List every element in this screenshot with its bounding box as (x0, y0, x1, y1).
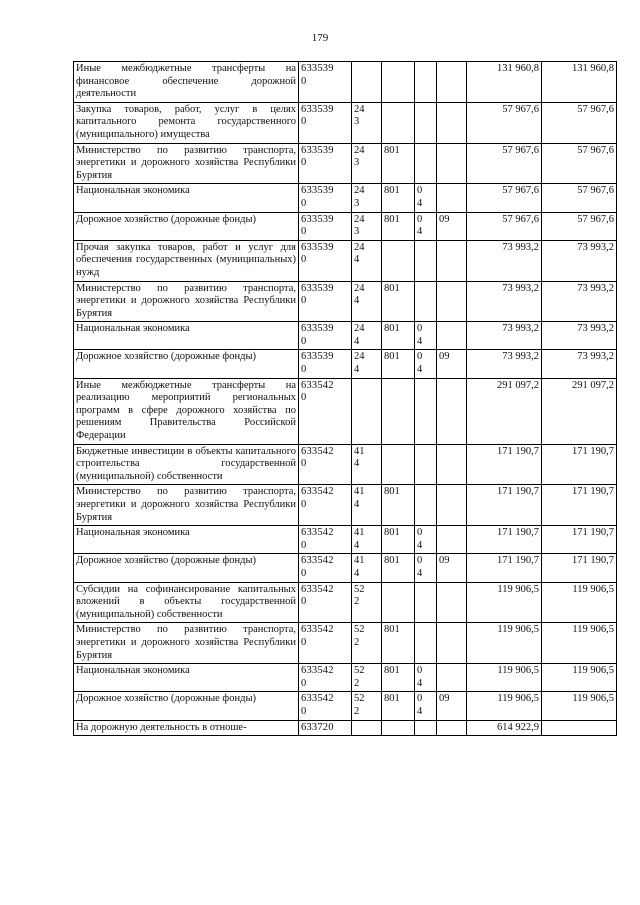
amount-cell-1: 119 906,5 (467, 582, 542, 623)
target-code-cell-line: 633542 (301, 445, 334, 457)
target-code-cell-line: 0 (301, 636, 307, 648)
table-row (74, 485, 617, 526)
section-code-cell (415, 143, 437, 184)
amount-cell-2: 73 993,2 (542, 322, 617, 350)
section-code-cell-line: 0 (417, 185, 423, 197)
row-name-cell: Бюджетные инвестиции в объекты капитального строительства государственной (муниципальной) собственности (74, 444, 299, 485)
subsection-code-cell (437, 485, 467, 526)
target-code-cell-line: 633539 (301, 185, 334, 197)
target-code-cell-line: 633539 (301, 213, 334, 225)
target-code-cell-line: 0 (301, 677, 307, 689)
expense-type-cell-line: 3 (354, 116, 360, 128)
target-code-cell-line: 633542 (301, 555, 334, 567)
target-code-cell-line: 633720 (301, 721, 334, 733)
subsection-code-cell (437, 240, 467, 281)
section-code-cell (415, 62, 437, 103)
section-code-cell (415, 378, 437, 444)
section-code-cell-line: 0 (417, 351, 423, 363)
ministry-code-cell: 801 (382, 212, 415, 240)
ministry-code-cell: 801 (382, 322, 415, 350)
ministry-code-cell: 801 (382, 281, 415, 322)
target-code-cell (299, 623, 352, 664)
expense-type-cell-line: 52 (354, 693, 365, 705)
section-code-cell (415, 526, 437, 554)
expense-type-cell (352, 281, 382, 322)
table-row (74, 444, 617, 485)
ministry-code-cell (382, 444, 415, 485)
ministry-code-cell: 801 (382, 664, 415, 692)
amount-cell-1: 119 906,5 (467, 664, 542, 692)
expense-type-cell-line: 3 (354, 197, 360, 209)
ministry-code-cell: 801 (382, 526, 415, 554)
section-code-cell-line: 4 (417, 364, 423, 376)
row-name-cell: Национальная экономика (74, 184, 299, 212)
amount-cell-1: 73 993,2 (467, 281, 542, 322)
expense-type-cell (352, 720, 382, 736)
section-code-cell (415, 212, 437, 240)
target-code-cell-line: 0 (301, 226, 307, 238)
expense-type-cell-line: 4 (354, 539, 360, 551)
row-name-cell: Дорожное хозяйство (дорожные фонды) (74, 212, 299, 240)
table-row (74, 623, 617, 664)
expense-type-cell (352, 664, 382, 692)
amount-cell-1: 73 993,2 (467, 350, 542, 378)
ministry-code-cell: 801 (382, 143, 415, 184)
target-code-cell-line: 0 (301, 596, 307, 608)
expense-type-cell-line: 52 (354, 665, 365, 677)
amount-cell-1: 57 967,6 (467, 212, 542, 240)
expense-type-cell-line: 52 (354, 624, 365, 636)
expense-type-cell (352, 378, 382, 444)
expense-type-cell-line: 24 (354, 282, 365, 294)
amount-cell-1: 57 967,6 (467, 143, 542, 184)
amount-cell-2: 131 960,8 (542, 62, 617, 103)
table-row (74, 281, 617, 322)
amount-cell-2: 171 190,7 (542, 526, 617, 554)
expense-type-cell-line: 3 (354, 157, 360, 169)
amount-cell-1: 131 960,8 (467, 62, 542, 103)
target-code-cell (299, 102, 352, 143)
table-row (74, 184, 617, 212)
target-code-cell-line: 0 (301, 364, 307, 376)
amount-cell-2: 119 906,5 (542, 692, 617, 720)
amount-cell-1: 119 906,5 (467, 692, 542, 720)
target-code-cell-line: 633539 (301, 241, 334, 253)
expense-type-cell (352, 692, 382, 720)
amount-cell-2: 119 906,5 (542, 664, 617, 692)
section-code-cell (415, 350, 437, 378)
expense-type-cell (352, 322, 382, 350)
amount-cell-2: 57 967,6 (542, 212, 617, 240)
ministry-code-cell (382, 582, 415, 623)
amount-cell-2: 119 906,5 (542, 623, 617, 664)
amount-cell-1: 57 967,6 (467, 184, 542, 212)
target-code-cell (299, 664, 352, 692)
ministry-code-cell: 801 (382, 184, 415, 212)
amount-cell-1: 119 906,5 (467, 623, 542, 664)
ministry-code-cell: 801 (382, 554, 415, 582)
target-code-cell-line: 633542 (301, 693, 334, 705)
subsection-code-cell (437, 582, 467, 623)
expense-type-cell-line: 2 (354, 636, 360, 648)
amount-cell-2: 73 993,2 (542, 281, 617, 322)
ministry-code-cell (382, 62, 415, 103)
expense-type-cell (352, 184, 382, 212)
expense-type-cell-line: 41 (354, 527, 365, 539)
expense-type-cell (352, 350, 382, 378)
section-code-cell-line: 0 (417, 693, 423, 705)
section-code-cell-line: 0 (417, 527, 423, 539)
ministry-code-cell: 801 (382, 485, 415, 526)
subsection-code-cell (437, 444, 467, 485)
target-code-cell (299, 554, 352, 582)
expense-type-cell-line: 2 (354, 596, 360, 608)
expense-type-cell-line: 24 (354, 144, 365, 156)
expense-type-cell-line: 4 (354, 335, 360, 347)
ministry-code-cell: 801 (382, 623, 415, 664)
expense-type-cell-line: 4 (354, 295, 360, 307)
section-code-cell (415, 184, 437, 212)
expense-type-cell-line: 24 (354, 241, 365, 253)
target-code-cell-line: 0 (301, 157, 307, 169)
section-code-cell (415, 692, 437, 720)
subsection-code-cell (437, 526, 467, 554)
expense-type-cell-line: 4 (354, 458, 360, 470)
row-name-cell: Субсидии на софинансирование капитальных вложений в объекты государственной (муниципальной) собственности (74, 582, 299, 623)
expense-type-cell (352, 62, 382, 103)
expense-type-cell-line: 4 (354, 364, 360, 376)
expense-type-cell (352, 485, 382, 526)
expense-type-cell (352, 240, 382, 281)
ministry-code-cell (382, 720, 415, 736)
row-name-cell: Прочая закупка товаров, работ и услуг для обеспечения государственных (муниципальных) нужд (74, 240, 299, 281)
table-row (74, 350, 617, 378)
section-code-cell-line: 4 (417, 677, 423, 689)
subsection-code-cell: 09 (437, 692, 467, 720)
expense-type-cell-line: 24 (354, 185, 365, 197)
target-code-cell-line: 633539 (301, 144, 334, 156)
expense-type-cell-line: 41 (354, 445, 365, 457)
subsection-code-cell: 09 (437, 350, 467, 378)
table-row (74, 102, 617, 143)
target-code-cell (299, 281, 352, 322)
page-number: 179 (311, 32, 329, 44)
subsection-code-cell (437, 62, 467, 103)
expense-type-cell-line: 2 (354, 705, 360, 717)
section-code-cell-line: 4 (417, 335, 423, 347)
target-code-cell-line: 0 (301, 499, 307, 510)
target-code-cell-line: 633542 (301, 624, 334, 636)
section-code-cell (415, 322, 437, 350)
target-code-cell-line: 0 (301, 458, 307, 470)
row-name-cell: Национальная экономика (74, 526, 299, 554)
target-code-cell-line: 633542 (301, 379, 334, 391)
target-code-cell-line: 633542 (301, 527, 334, 539)
amount-cell-2: 73 993,2 (542, 350, 617, 378)
row-name-cell: Иные межбюджетные трансферты на финансовое обеспечение дорожной деятельности (74, 62, 299, 103)
section-code-cell (415, 623, 437, 664)
amount-cell-1: 73 993,2 (467, 322, 542, 350)
target-code-cell-line: 633539 (301, 103, 334, 115)
amount-cell-2: 57 967,6 (542, 102, 617, 143)
target-code-cell-line: 0 (301, 539, 307, 551)
amount-cell-2 (542, 720, 617, 736)
table-row (74, 322, 617, 350)
amount-cell-2: 171 190,7 (542, 485, 617, 526)
ministry-code-cell: 801 (382, 692, 415, 720)
expense-type-cell-line: 52 (354, 583, 365, 595)
expense-type-cell (352, 623, 382, 664)
section-code-cell (415, 485, 437, 526)
amount-cell-1: 57 967,6 (467, 102, 542, 143)
amount-cell-2: 57 967,6 (542, 184, 617, 212)
target-code-cell-line: 0 (301, 116, 307, 128)
target-code-cell-line: 633542 (301, 583, 334, 595)
subsection-code-cell (437, 322, 467, 350)
amount-cell-2: 291 097,2 (542, 378, 617, 444)
amount-cell-2: 57 967,6 (542, 143, 617, 184)
subsection-code-cell (437, 143, 467, 184)
ministry-code-cell (382, 102, 415, 143)
table-row (74, 720, 617, 736)
expense-type-cell (352, 444, 382, 485)
amount-cell-1: 171 190,7 (467, 485, 542, 526)
amount-cell-1: 73 993,2 (467, 240, 542, 281)
section-code-cell (415, 240, 437, 281)
target-code-cell (299, 143, 352, 184)
target-code-cell (299, 62, 352, 103)
amount-cell-1: 291 097,2 (467, 378, 542, 444)
target-code-cell (299, 720, 352, 736)
section-code-cell (415, 102, 437, 143)
subsection-code-cell (437, 102, 467, 143)
row-name-cell: На дорожную деятельность в отноше- (74, 720, 299, 736)
target-code-cell-line: 0 (301, 392, 307, 404)
target-code-cell-line: 0 (301, 705, 307, 717)
expense-type-cell (352, 212, 382, 240)
row-name-cell: Дорожное хозяйство (дорожные фонды) (74, 350, 299, 378)
subsection-code-cell (437, 281, 467, 322)
row-name-cell: Закупка товаров, работ, услуг в целях капитального ремонта государственного (муниципального) имущества (74, 102, 299, 143)
section-code-cell-line: 4 (417, 226, 423, 238)
expense-type-cell-line: 24 (354, 351, 365, 363)
expense-type-cell-line: 24 (354, 103, 365, 115)
expense-type-cell-line: 24 (354, 213, 365, 225)
target-code-cell (299, 212, 352, 240)
expense-type-cell (352, 143, 382, 184)
section-code-cell-line: 0 (417, 213, 423, 225)
expense-type-cell-line: 4 (354, 499, 360, 510)
row-name-cell: Дорожное хозяйство (дорожные фонды) (74, 554, 299, 582)
row-name-cell: Министерство по развитию транспорта, энергетики и дорожного хозяйства Республики Бурятия (74, 623, 299, 664)
amount-cell-1: 171 190,7 (467, 554, 542, 582)
section-code-cell-line: 0 (417, 665, 423, 677)
ministry-code-cell (382, 240, 415, 281)
subsection-code-cell: 09 (437, 212, 467, 240)
amount-cell-2: 73 993,2 (542, 240, 617, 281)
target-code-cell-line: 0 (301, 75, 307, 87)
target-code-cell (299, 322, 352, 350)
target-code-cell (299, 378, 352, 444)
expense-type-cell (352, 102, 382, 143)
table-row (74, 526, 617, 554)
subsection-code-cell: 09 (437, 554, 467, 582)
budget-table-body (74, 62, 617, 736)
expense-type-cell (352, 526, 382, 554)
target-code-cell-line: 0 (301, 295, 307, 307)
amount-cell-1: 171 190,7 (467, 526, 542, 554)
target-code-cell-line: 0 (301, 567, 307, 579)
ministry-code-cell (382, 378, 415, 444)
section-code-cell (415, 281, 437, 322)
table-row (74, 582, 617, 623)
target-code-cell (299, 526, 352, 554)
section-code-cell (415, 720, 437, 736)
expense-type-cell-line: 4 (354, 567, 360, 579)
table-row (74, 143, 617, 184)
ministry-code-cell: 801 (382, 350, 415, 378)
expense-type-cell (352, 582, 382, 623)
row-name-cell: Национальная экономика (74, 664, 299, 692)
section-code-cell-line: 0 (417, 555, 423, 567)
expense-type-cell-line: 4 (354, 254, 360, 266)
row-name-cell: Министерство по развитию транспорта, энергетики и дорожного хозяйства Республики Бурятия (74, 485, 299, 526)
table-row (74, 212, 617, 240)
row-name-cell: Национальная экономика (74, 322, 299, 350)
budget-table (73, 61, 617, 736)
target-code-cell-line: 0 (301, 335, 307, 347)
amount-cell-1: 614 922,9 (467, 720, 542, 736)
target-code-cell (299, 184, 352, 212)
section-code-cell-line: 0 (417, 323, 423, 335)
target-code-cell-line: 633539 (301, 63, 334, 74)
table-row (74, 692, 617, 720)
table-row (74, 62, 617, 103)
section-code-cell (415, 444, 437, 485)
target-code-cell-line: 0 (301, 197, 307, 209)
target-code-cell (299, 240, 352, 281)
expense-type-cell (352, 554, 382, 582)
table-row (74, 378, 617, 444)
target-code-cell (299, 485, 352, 526)
target-code-cell-line: 633542 (301, 486, 334, 498)
subsection-code-cell (437, 378, 467, 444)
target-code-cell (299, 582, 352, 623)
target-code-cell-line: 633539 (301, 282, 334, 294)
amount-cell-2: 171 190,7 (542, 444, 617, 485)
expense-type-cell-line: 3 (354, 226, 360, 238)
row-name-cell: Иные межбюджетные трансферты на реализацию мероприятий региональных программ в сфере дорожного хозяйства по решениям Правительства Российской Федерации (74, 378, 299, 444)
target-code-cell (299, 692, 352, 720)
expense-type-cell-line: 24 (354, 323, 365, 335)
target-code-cell (299, 444, 352, 485)
expense-type-cell-line: 2 (354, 677, 360, 689)
table-row (74, 554, 617, 582)
expense-type-cell-line: 41 (354, 486, 365, 498)
section-code-cell-line: 4 (417, 197, 423, 209)
section-code-cell (415, 554, 437, 582)
subsection-code-cell (437, 623, 467, 664)
target-code-cell (299, 350, 352, 378)
section-code-cell-line: 4 (417, 705, 423, 717)
section-code-cell (415, 582, 437, 623)
subsection-code-cell (437, 664, 467, 692)
table-row (74, 664, 617, 692)
amount-cell-2: 119 906,5 (542, 582, 617, 623)
row-name-cell: Министерство по развитию транспорта, энергетики и дорожного хозяйства Республики Бурятия (74, 281, 299, 322)
section-code-cell-line: 4 (417, 539, 423, 551)
amount-cell-1: 171 190,7 (467, 444, 542, 485)
table-row (74, 240, 617, 281)
section-code-cell-line: 4 (417, 567, 423, 579)
row-name-cell: Министерство по развитию транспорта, энергетики и дорожного хозяйства Республики Бурятия (74, 143, 299, 184)
subsection-code-cell (437, 184, 467, 212)
target-code-cell-line: 633539 (301, 351, 334, 363)
expense-type-cell-line: 41 (354, 555, 365, 567)
subsection-code-cell (437, 720, 467, 736)
section-code-cell (415, 664, 437, 692)
target-code-cell-line: 0 (301, 254, 307, 266)
row-name-cell: Дорожное хозяйство (дорожные фонды) (74, 692, 299, 720)
target-code-cell-line: 633542 (301, 665, 334, 677)
amount-cell-2: 171 190,7 (542, 554, 617, 582)
target-code-cell-line: 633539 (301, 323, 334, 335)
